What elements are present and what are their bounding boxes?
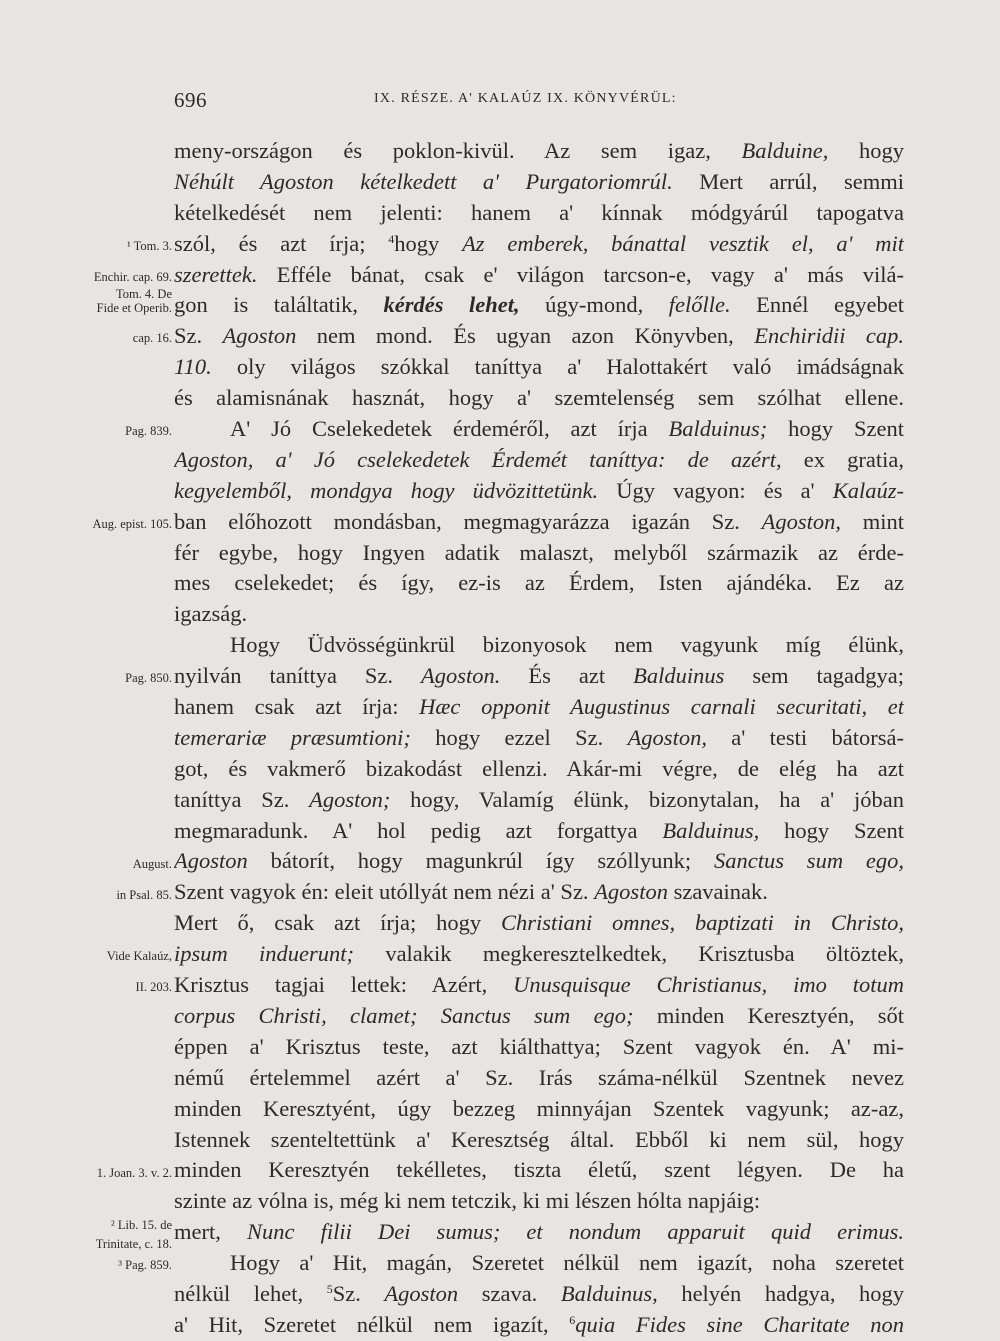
text-run: Mert ő, csak azt írja; hogy (174, 910, 501, 936)
text-run: fér egybe, hogy Ingyen adatik malaszt, melyből származik az érde- (174, 539, 904, 565)
margin-notes (0, 0, 172, 1317)
text-line (174, 723, 904, 754)
margin-note: Vide Kalaúz, (106, 949, 172, 964)
text-line (174, 1155, 904, 1186)
text-run: Hæc opponit Augustinus carnali securitati, et (419, 694, 904, 720)
margin-note: Aug. epist. 105. (92, 516, 172, 531)
margin-note: Trinitate, c. 18. (95, 1236, 172, 1251)
text-line (174, 229, 904, 260)
text-line (174, 1310, 904, 1341)
margin-note: Pag. 850. (125, 671, 172, 686)
text-line (174, 599, 904, 630)
text-run: szól, és azt írja; (174, 230, 389, 256)
text-run: szava. (458, 1280, 561, 1306)
text-run: hogy (394, 230, 463, 256)
margin-note: Tom. 4. De (115, 286, 172, 301)
text-run: kegyelemből, mondgya hogy üdvözittetünk. (174, 477, 599, 503)
text-run: ex gratia, (781, 446, 904, 472)
text-run: bátorít, hogy magunkrúl így szóllyunk; (247, 848, 714, 874)
text-run: hogy Szent (767, 416, 904, 442)
text-run: némű értelemmel azért a' Sz. Irás száma-nélkül Szentnek nevez (174, 1064, 904, 1090)
text-line (174, 568, 904, 599)
text-run: quia Fides sine Charitate non (575, 1311, 904, 1337)
margin-note: August. (132, 856, 172, 871)
text-run: minden Keresztyént, úgy bezzeg minnyájan Szentek vagyunk; az-az, (174, 1095, 904, 1121)
text-run: Balduinus; (668, 416, 768, 442)
text-run: Balduinus, (560, 1280, 658, 1306)
text-run: Ennél egyebet (730, 292, 904, 318)
text-run: Agoston, a' Jó cselekedetek Érdemét taníttya: de azért, (174, 446, 782, 472)
text-line (174, 1279, 904, 1310)
text-run: hogy (828, 138, 904, 163)
text-run: ipsum induerunt; (174, 941, 355, 967)
text-run: ban előhozott mondásban, megmagyarázza igazán Sz. (174, 508, 762, 534)
margin-note: ¹ Tom. 3. (126, 238, 172, 253)
margin-note: Enchir. cap. 69. (93, 269, 172, 284)
text-run: taníttya Sz. (174, 786, 310, 812)
text-run: 110. (174, 354, 212, 380)
text-line (174, 630, 904, 661)
text-run: Sz. (332, 1280, 385, 1306)
text-line (174, 167, 904, 198)
text-line (174, 1032, 904, 1063)
text-run: Agoston (384, 1280, 459, 1306)
text-run: Agoston. (421, 663, 501, 689)
text-line (174, 198, 904, 229)
text-line (174, 908, 904, 939)
margin-note: 1. Joan. 3. v. 2. (96, 1165, 172, 1180)
text-run: nem mond. És ugyan azon Könyvben, (296, 323, 755, 349)
text-run: corpus Christi, clamet; Sanctus sum ego; (174, 1002, 634, 1028)
margin-note: cap. 16. (132, 331, 172, 346)
text-run: szerettek. (174, 261, 258, 287)
text-run: Mert arrúl, semmi (672, 168, 904, 194)
text-run: Enchiridii cap. (754, 323, 904, 349)
text-run: oly világos szókkal taníttya a' Halottakért való imádságnak (211, 354, 904, 380)
text-run: mint (841, 508, 904, 534)
text-line (174, 970, 904, 1001)
text-run: mert, (174, 1219, 247, 1245)
text-run: hogy, Valamíg élünk, bizonytalan, ha a' jóban (390, 786, 904, 812)
text-run: a' testi bátorsá- (706, 724, 904, 750)
text-run: Krisztus tagjai lettek: Azért, (174, 972, 514, 998)
text-run: Agoston (222, 323, 297, 349)
body-text (174, 136, 904, 1341)
text-run: Efféle bánat, csak e' világon tarcson-e, vagy a' más vilá- (257, 261, 904, 287)
text-line (174, 1217, 904, 1248)
text-run: temerariæ præsumtioni; (174, 724, 411, 750)
margin-note: II. 203. (135, 980, 172, 995)
text-line (174, 1186, 904, 1217)
text-line (174, 445, 904, 476)
text-run: és alamisnának hasznát, hogy a' szemtelenség sem szólhat ellene. (174, 385, 904, 411)
text-run: Szent vagyok én: eleit utóllyát nem nézi a' Sz. (174, 879, 595, 905)
text-run: Úgy vagyon: és a' (598, 477, 833, 503)
text-run: Hogy a' Hit, magán, Szeretet nélkül nem igazít, noha szeretet (230, 1250, 904, 1276)
text-run: Istennek szenteltettünk a' Keresztség által. Ebből ki nem sül, hogy (174, 1126, 904, 1152)
text-run: A' Jó Cselekedetek érdeméről, azt írja (230, 416, 669, 442)
text-line (174, 352, 904, 383)
text-run: megmaradunk. A' hol pedig azt forgattya (174, 817, 663, 843)
text-run: Nunc filii Dei sumus; et nondum apparuit quid erimus. (246, 1219, 904, 1245)
text-run: Kalaúz- (832, 477, 904, 503)
text-run: éppen a' Krisztus teste, azt kiálthattya; Szent vagyok én. A' mi- (174, 1033, 904, 1059)
text-line (174, 507, 904, 538)
text-run: kérdés lehet, (383, 292, 520, 318)
text-line (174, 290, 904, 321)
text-run: szavainak. (667, 879, 768, 905)
footnote-marker: 6 (569, 1312, 576, 1327)
running-head: IX. RÉSZE. A' KALAÚZ IX. KÖNYVÉRÜL: (374, 91, 677, 106)
margin-note: ³ Pag. 859. (118, 1258, 172, 1273)
text-line (174, 816, 904, 847)
text-line (174, 1125, 904, 1156)
text-run: Az emberek, bánattal vesztik el, a' mit (462, 230, 904, 256)
text-line (174, 1094, 904, 1125)
text-run: hanem csak azt írja: (174, 694, 420, 720)
margin-note: Pag. 839. (125, 424, 172, 439)
text-line (174, 785, 904, 816)
text-run: a' Hit, Szeretet nélkül nem igazít, (174, 1311, 570, 1337)
text-run: hogy ezzel Sz. (410, 724, 628, 750)
text-run: Agoston, (761, 508, 842, 534)
text-run: meny-országon és poklon-kivül. Az sem igaz, (174, 138, 742, 163)
text-line (174, 939, 904, 970)
text-run: szinte az vólna is, még ki nem tetczik, ki mi lészen hólta napjáig: (174, 1188, 761, 1214)
text-run: Hogy Üdvösségünkrül bizonyosok nem vagyunk míg élünk, (230, 632, 904, 658)
margin-note: in Psal. 85. (116, 887, 172, 902)
text-run: nyilván taníttya Sz. (174, 663, 422, 689)
text-line (174, 321, 904, 352)
text-line (174, 1248, 904, 1279)
text-run: Agoston, (627, 724, 707, 750)
text-run: Unusquisque Christianus, imo totum (513, 972, 904, 998)
text-run: kételkedését nem jelenti: hanem a' kínnak módgyárúl tapogatva (174, 199, 904, 225)
text-run: got, és vakmerő bizakodást ellenzi. Akár-mi végre, de elég ha azt (174, 755, 904, 781)
margin-note: Fide et Operib. (96, 300, 172, 315)
text-run: úgy-mond, (519, 292, 669, 318)
text-run: Agoston; (309, 786, 391, 812)
text-run: És azt (500, 663, 634, 689)
text-run: Agoston (594, 879, 668, 905)
text-run: Balduinus (633, 663, 725, 689)
margin-note: ² Lib. 15. de (110, 1218, 172, 1233)
text-line (174, 661, 904, 692)
text-run: igazság. (174, 601, 248, 627)
text-run: valakik megkeresztelkedtek, Krisztusba öltöztek, (354, 941, 904, 967)
text-run: Sz. (174, 323, 223, 349)
text-run: sem tagadgya; (724, 663, 904, 689)
footnote-marker: 4 (388, 231, 395, 246)
text-line (174, 692, 904, 723)
text-run: minden Keresztyén tekélletes, tiszta életű, szent légyen. De ha (174, 1157, 904, 1183)
text-line (174, 754, 904, 785)
text-line (174, 1063, 904, 1094)
footnote-marker: 5 (326, 1281, 333, 1296)
text-line (174, 383, 904, 414)
text-line (174, 260, 904, 291)
text-run: minden Keresztyén, sőt (633, 1002, 904, 1028)
text-line (174, 877, 904, 908)
text-run: nélkül lehet, (174, 1280, 327, 1306)
text-line (174, 846, 904, 877)
text-run: Balduine, (741, 138, 829, 163)
text-run: Agoston (174, 848, 248, 874)
text-run: hogy Szent (759, 817, 904, 843)
text-run: Balduinus, (662, 817, 760, 843)
text-run: felőlle. (668, 292, 731, 318)
text-line (174, 136, 904, 167)
text-line (174, 414, 904, 445)
text-run: Néhúlt Agoston kételkedett a' Purgatoriomrúl. (174, 168, 673, 194)
page-number: 696 (174, 88, 207, 112)
text-run: helyén hadgya, hogy (657, 1280, 904, 1306)
text-line (174, 476, 904, 507)
text-run: gon is találtatik, (174, 292, 384, 318)
text-line (174, 538, 904, 569)
text-line (174, 1001, 904, 1032)
text-run: Sanctus sum ego, (714, 848, 904, 874)
text-run: mes cselekedet; és így, ez-is az Érdem, Isten ajándéka. Ez az (174, 570, 904, 596)
text-run: Christiani omnes, baptizati in Christo, (500, 910, 904, 936)
